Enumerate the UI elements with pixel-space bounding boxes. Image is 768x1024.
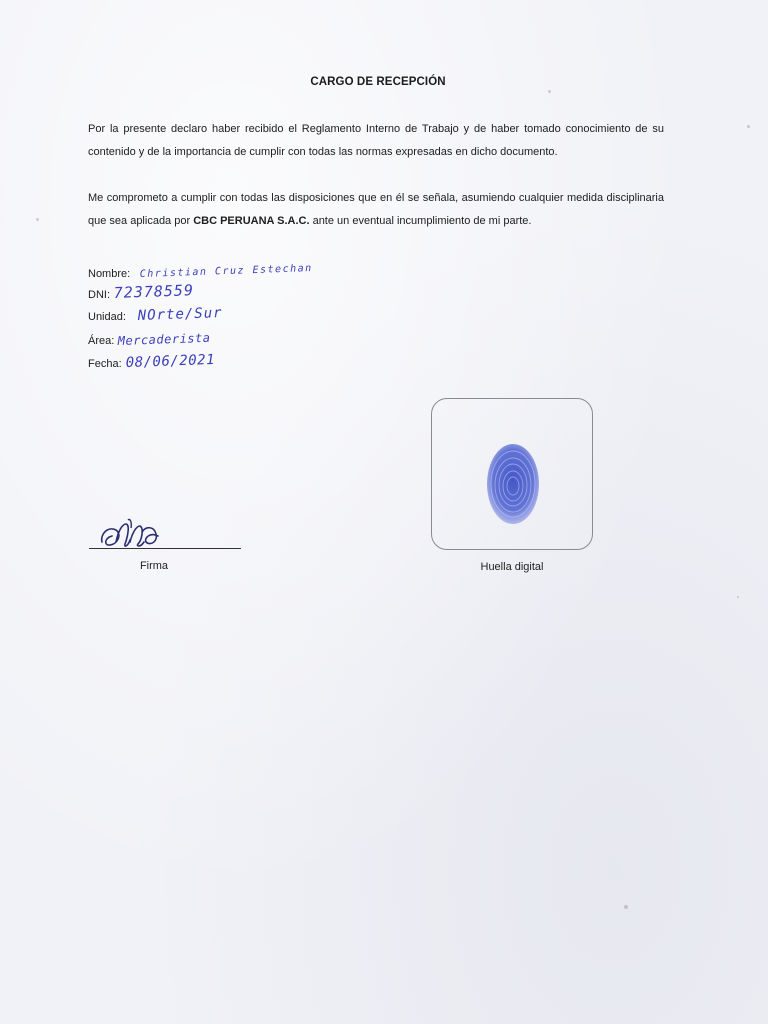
dni-value: 72378559	[113, 281, 195, 302]
commitment-text-start: Me comprometo a cumplir con todas las disposiciones que en él se señala, asumiendo cualquier medida disciplinaria que sea aplicada por	[88, 192, 664, 227]
document-title: CARGO DE RECEPCIÓN	[310, 76, 446, 88]
date-value: 08/06/2021	[125, 351, 215, 371]
declaration-paragraph: Por la presente declaro haber recibido el Reglamento Interno de Trabajo y de haber tomado conocimiento de su contenido y de la importancia de cumplir con todas las normas expresadas en dicho documento.	[88, 123, 664, 158]
name-value: Christian Cruz Estechan	[139, 262, 314, 280]
area-label: Área:	[88, 335, 115, 347]
signature-line	[89, 548, 241, 549]
signature-scribble	[98, 512, 168, 552]
commitment-paragraph	[88, 187, 664, 233]
paper-speck	[747, 125, 750, 128]
commitment-text-end: ante un eventual incumplimiento de mi parte.	[309, 215, 532, 227]
company-name: CBC PERUANA S.A.C.	[193, 215, 310, 227]
fingerprint-label: Huella digital	[480, 561, 544, 573]
name-field	[88, 258, 313, 280]
paper-speck	[737, 596, 739, 598]
fingerprint-icon	[484, 442, 542, 528]
unit-value: NOrte/Sur	[137, 305, 223, 324]
area-value: Mercaderista	[117, 330, 211, 348]
paper-speck	[624, 905, 628, 909]
unit-label: Unidad:	[88, 311, 126, 323]
signature-label: Firma	[139, 560, 169, 572]
dni-label: DNI:	[88, 289, 110, 301]
area-field	[88, 325, 211, 347]
name-label: Nombre:	[88, 268, 131, 280]
date-field	[88, 348, 215, 370]
paper-speck	[548, 90, 551, 93]
date-label: Fecha:	[88, 358, 122, 370]
paper-speck	[36, 218, 39, 221]
unit-field	[88, 301, 223, 323]
dni-field	[88, 279, 194, 301]
